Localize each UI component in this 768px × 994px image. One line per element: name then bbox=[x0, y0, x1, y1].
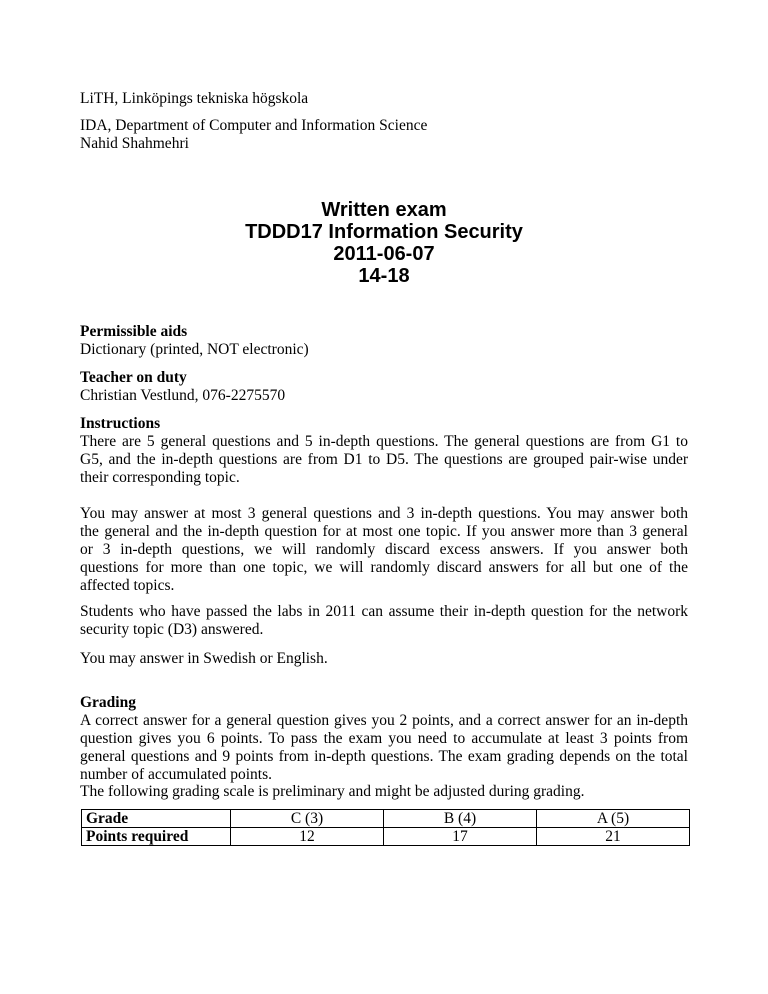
instructions-p2-line: affected topics. bbox=[80, 577, 175, 594]
instructions-p3 bbox=[80, 603, 688, 639]
aids-section bbox=[80, 323, 688, 359]
instructions-p2-line: You may answer at most 3 general questions and 3 in-depth questions. You may answer both bbox=[80, 505, 688, 522]
aids-text: Dictionary (printed, NOT electronic) bbox=[80, 341, 309, 358]
grading-p1-line: A correct answer for a general question gives you 2 points, and a correct answer for an in-depth bbox=[80, 712, 688, 729]
instructions-heading: Instructions bbox=[80, 415, 161, 432]
grading-p2 bbox=[80, 783, 688, 801]
institution bbox=[80, 90, 688, 108]
table-row bbox=[82, 828, 690, 846]
grading-section bbox=[80, 694, 688, 784]
grading-p1-line: number of accumulated points. bbox=[80, 766, 272, 783]
grading-p1-line: question gives you 6 points. To pass the exam you need to accumulate at least 3 points from bbox=[80, 730, 688, 747]
table-row bbox=[82, 810, 690, 828]
grade-cell: C (3) bbox=[231, 810, 384, 828]
points-cell: 17 bbox=[384, 828, 537, 846]
grading-p2-line: The following grading scale is preliminary and might be adjusted during grading. bbox=[80, 783, 585, 800]
grading-heading: Grading bbox=[80, 694, 136, 711]
aids-heading: Permissible aids bbox=[80, 323, 188, 340]
grading-p1-line: general questions and 9 points from in-depth questions. The exam grading depends on the total bbox=[80, 748, 688, 765]
grade-cell: A (5) bbox=[537, 810, 690, 828]
department-line: IDA, Department of Computer and Information Science bbox=[80, 117, 428, 134]
instructions-p4-line: You may answer in Swedish or English. bbox=[80, 650, 328, 667]
title-line-1: Written exam bbox=[321, 199, 447, 221]
instructions-p1-line: There are 5 general questions and 5 in-depth questions. The general questions are from G1 to bbox=[80, 433, 688, 450]
title-line-4: 14-18 bbox=[358, 265, 410, 287]
exam-title bbox=[0, 199, 768, 287]
instructions-p1-line: G5, and the in-depth questions are from D1 to D5. The questions are grouped pair-wise under bbox=[80, 451, 688, 468]
instructions-p2-line: questions for more than one topic, we will randomly discard answers for all but one of the bbox=[80, 559, 688, 576]
instructions-p3-line: security topic (D3) answered. bbox=[80, 621, 264, 638]
teacher-section bbox=[80, 369, 688, 405]
points-cell: 12 bbox=[231, 828, 384, 846]
instructions-p2-line: the general and the in-depth question for at most one topic. If you answer more than 3 general bbox=[80, 523, 688, 540]
department-block bbox=[80, 117, 688, 153]
title-line-3: 2011-06-07 bbox=[333, 243, 435, 265]
instructions-p1-line: their corresponding topic. bbox=[80, 469, 240, 486]
title-line-2: TDDD17 Information Security bbox=[245, 221, 523, 243]
instructions-p4 bbox=[80, 650, 688, 668]
teacher-text: Christian Vestlund, 076-2275570 bbox=[80, 387, 286, 404]
grade-cell: B (4) bbox=[384, 810, 537, 828]
instructions-p3-line: Students who have passed the labs in 2011 can assume their in-depth question for the network bbox=[80, 603, 688, 620]
teacher-heading: Teacher on duty bbox=[80, 369, 187, 386]
grade-label-cell: Grade bbox=[82, 810, 231, 828]
author-line: Nahid Shahmehri bbox=[80, 135, 189, 152]
instructions-p2 bbox=[80, 505, 688, 595]
points-label-cell: Points required bbox=[82, 828, 231, 846]
institution-line: LiTH, Linköpings tekniska högskola bbox=[80, 90, 309, 107]
grading-table bbox=[81, 809, 690, 846]
instructions-p2-line: or 3 in-depth questions, we will randomly discard excess answers. If you answer both bbox=[80, 541, 688, 558]
points-cell: 21 bbox=[537, 828, 690, 846]
instructions-section bbox=[80, 415, 688, 487]
